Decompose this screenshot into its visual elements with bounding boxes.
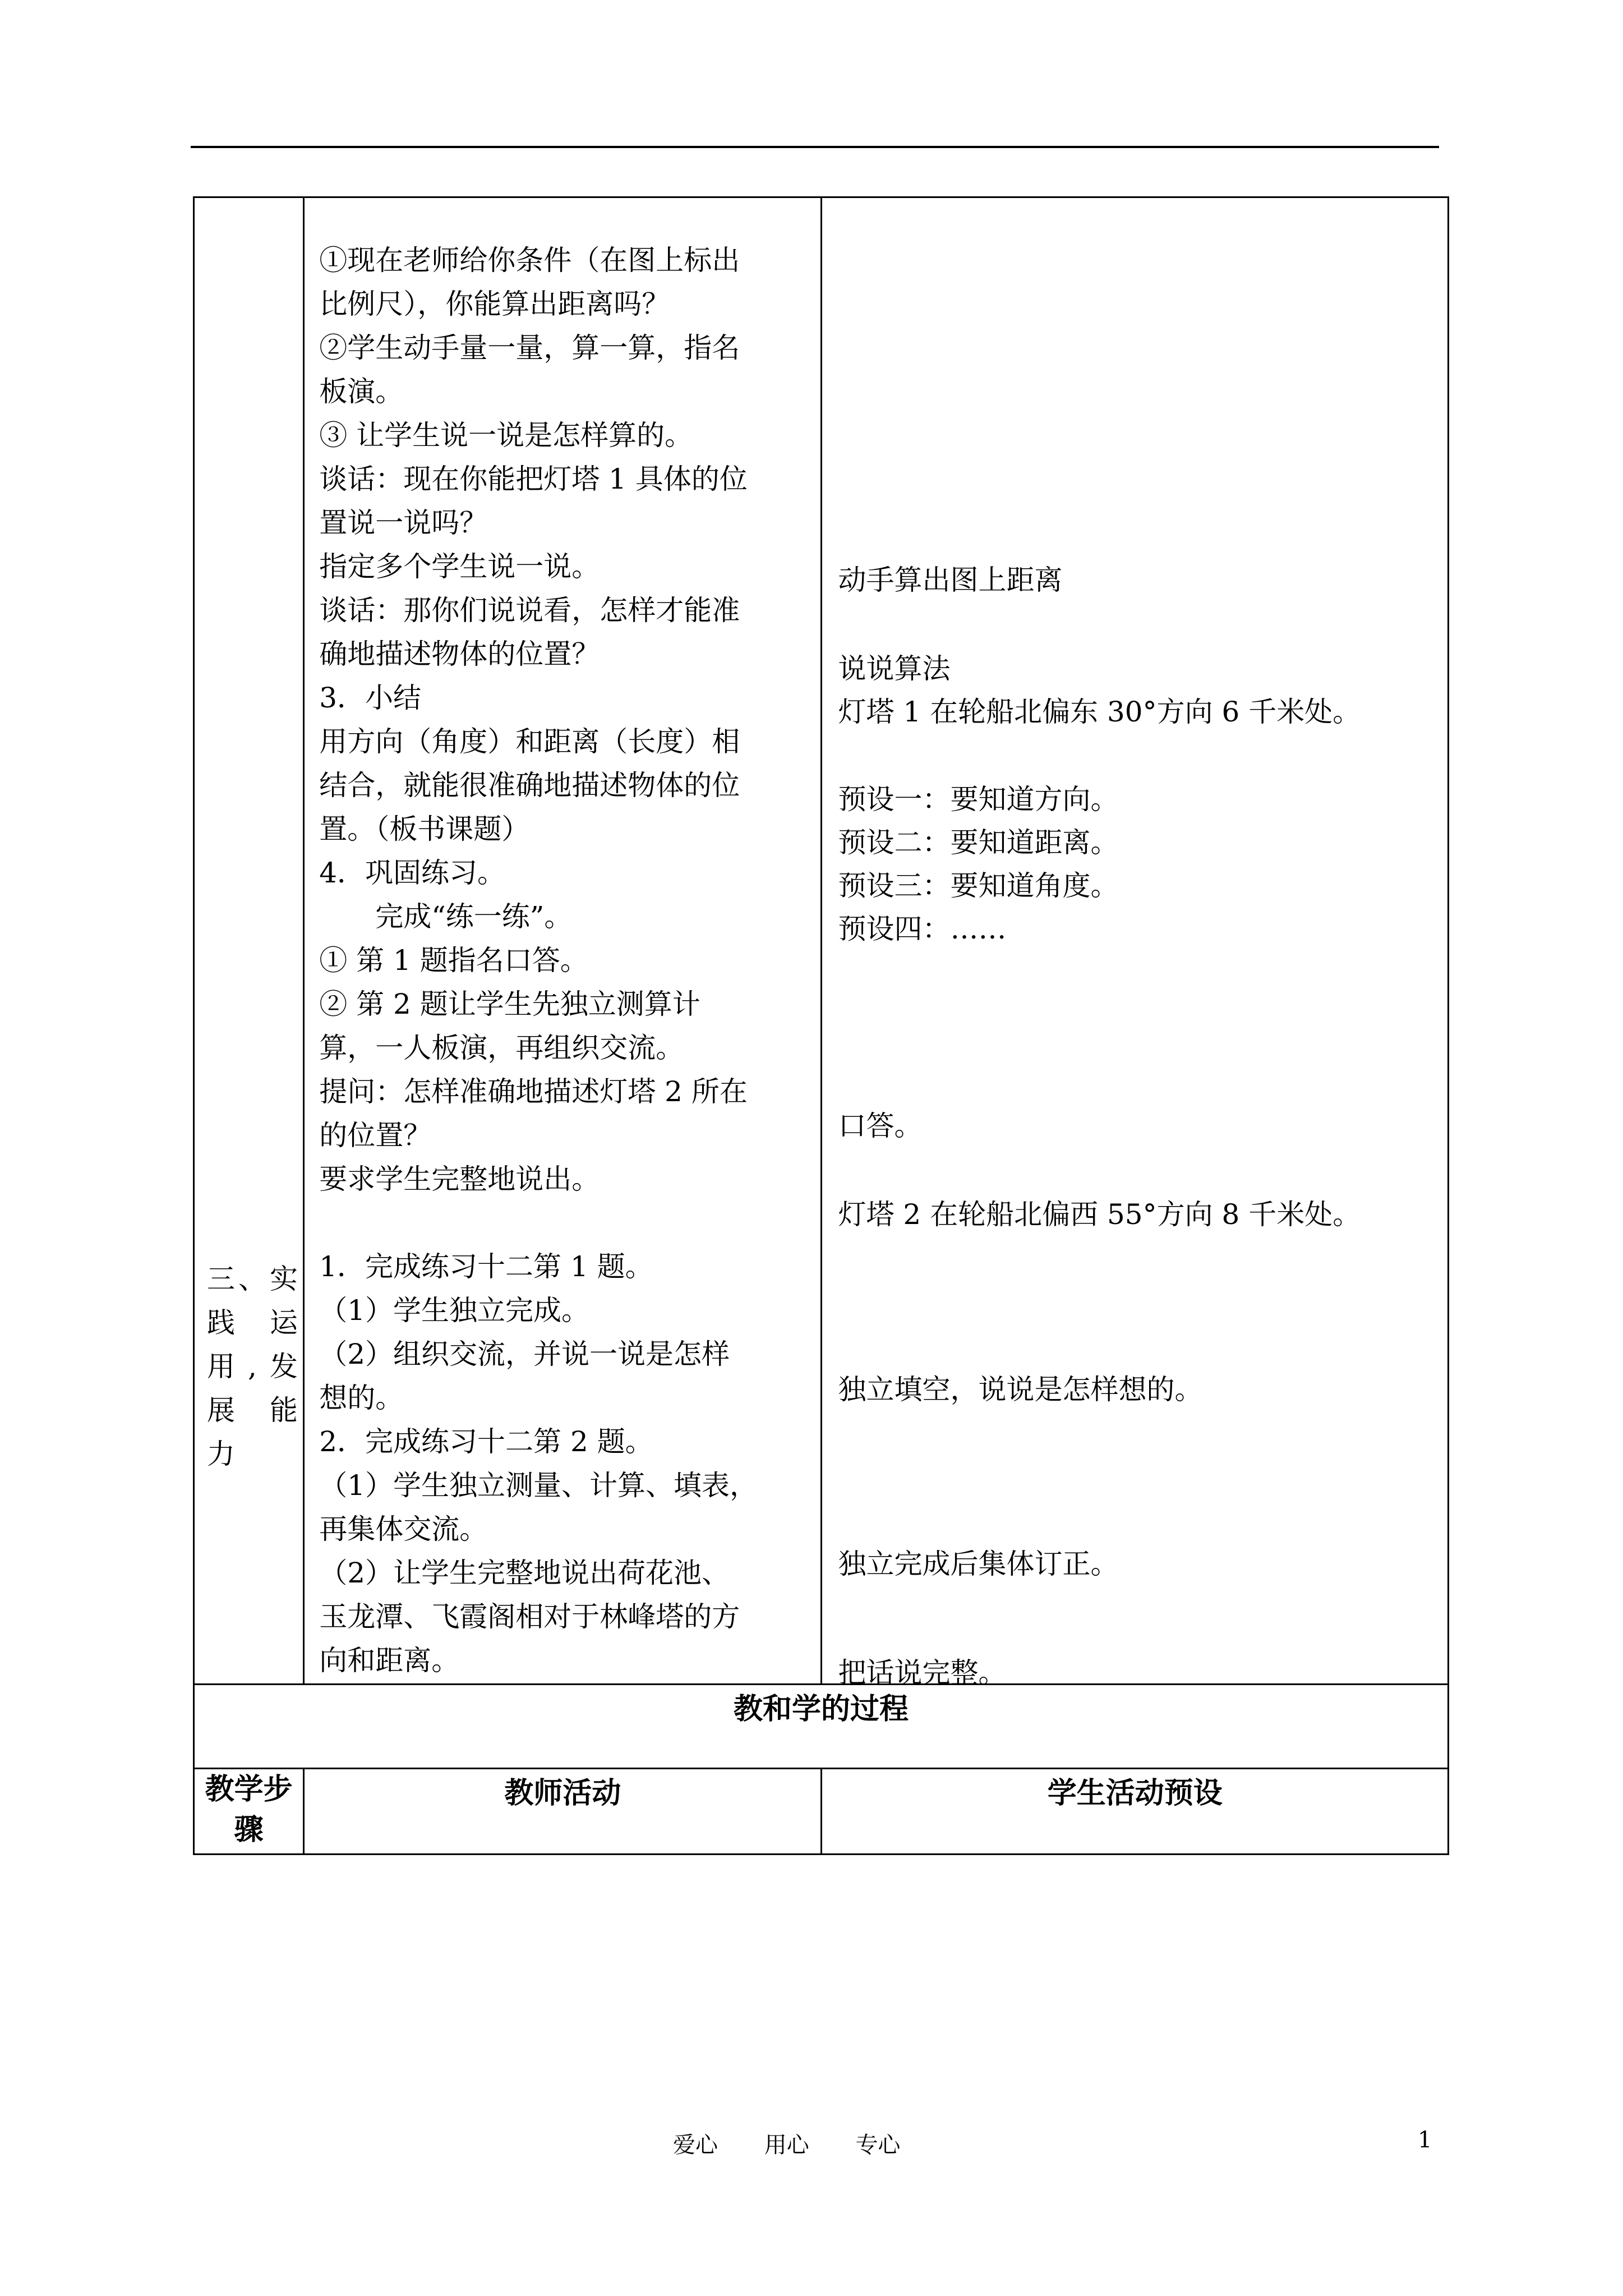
student-line: 动手算出图上距离	[838, 564, 1063, 596]
teacher-line: 再集体交流。	[319, 1513, 488, 1545]
teacher-line: 向和距离。	[319, 1644, 460, 1677]
student-line: 预设二：要知道距离。	[838, 826, 1119, 859]
teacher-line: 要求学生完整地说出。	[319, 1163, 600, 1195]
teacher-line: 指定多个学生说一说。	[319, 550, 600, 583]
student-line: 灯塔 1 在轮船北偏东 30°方向 6 千米处。	[838, 696, 1361, 728]
teacher-line: 置。（板书课题）	[319, 813, 530, 845]
teacher-line: 板演。	[319, 375, 404, 408]
teacher-line: ③ 让学生说一说是怎样算的。	[319, 419, 693, 452]
header-step: 教学步骤	[194, 1769, 304, 1855]
teacher-line: （2）让学生完整地说出荷花池、	[319, 1557, 730, 1589]
student-line: 预设一：要知道方向。	[838, 783, 1119, 816]
teacher-lines	[319, 238, 807, 1682]
teacher-line: 的位置？	[319, 1119, 432, 1152]
student-line: 预设三：要知道角度。	[838, 869, 1119, 902]
teacher-line: 完成“练一练”。	[319, 900, 573, 933]
student-line: 灯塔 2 在轮船北偏西 55°方向 8 千米处。	[838, 1198, 1361, 1231]
teacher-line: 想的。	[319, 1382, 404, 1414]
section-title: 教和学的过程	[194, 1685, 1449, 1769]
teacher-line: 算，一人板演，再组织交流。	[319, 1032, 684, 1064]
teacher-line: 谈话：现在你能把灯塔 1 具体的位	[319, 463, 748, 495]
footer-item: 用心	[764, 2132, 809, 2158]
student-activity-cell	[822, 197, 1449, 1689]
step-label: 三、实践 运用,发展 能力	[207, 1263, 298, 1470]
teacher-line: 3．小结	[319, 682, 422, 714]
student-line: 独立填空，说说是怎样想的。	[838, 1373, 1203, 1406]
header-teacher: 教师活动	[304, 1769, 822, 1855]
teacher-line: ②学生动手量一量，算一算，指名	[319, 332, 740, 364]
teacher-line: （1）学生独立完成。	[319, 1294, 590, 1327]
teacher-line: 用方向（角度）和距离（长度）相	[319, 725, 740, 758]
section-title-row	[194, 1685, 1449, 1769]
header-rule	[191, 146, 1439, 148]
page-number: 1	[1418, 2127, 1432, 2153]
teacher-line: 1．完成练习十二第 1 题。	[319, 1250, 653, 1283]
teacher-line: 2．完成练习十二第 2 题。	[319, 1425, 653, 1458]
footer	[673, 2127, 939, 2159]
teacher-line: 4．巩固练习。	[319, 857, 506, 889]
teacher-line: 谈话：那你们说说看，怎样才能准	[319, 594, 740, 627]
teacher-line: 置说一说吗？	[319, 507, 488, 539]
blank-line	[319, 1201, 807, 1245]
column-header-row	[194, 1769, 1449, 1855]
teacher-line: 提问：怎样准确地描述灯塔 2 所在	[319, 1075, 748, 1108]
teacher-line: 玉龙潭、飞霞阁相对于林峰塔的方	[319, 1600, 740, 1633]
teacher-line: 结合，就能很准确地描述物体的位	[319, 769, 740, 802]
teacher-line: ② 第 2 题让学生先独立测算计	[319, 988, 700, 1020]
footer-item: 爱心	[673, 2132, 718, 2158]
student-line: 说说算法	[838, 652, 951, 685]
teacher-line: ①现在老师给你条件（在图上标出	[319, 244, 740, 277]
student-line: 口答。	[838, 1110, 923, 1142]
teacher-line: 确地描述物体的位置？	[319, 638, 600, 670]
student-line: 把话说完整。	[838, 1657, 1007, 1689]
teacher-line: ① 第 1 题指名口答。	[319, 944, 588, 977]
teacher-line: 比例尺），你能算出距离吗？	[319, 288, 670, 320]
step-cell	[194, 197, 304, 1685]
header-student: 学生活动预设	[822, 1769, 1449, 1855]
student-line: 预设四：……	[838, 913, 1007, 945]
teacher-activity-cell	[304, 197, 822, 1685]
lesson-plan-table	[193, 196, 1449, 1855]
teacher-line: （1）学生独立测量、计算、填表，	[319, 1469, 758, 1502]
lesson-row	[194, 197, 1449, 1685]
student-line: 独立完成后集体订正。	[838, 1548, 1119, 1580]
footer-item: 专心	[855, 2132, 901, 2158]
teacher-line: （2）组织交流，并说一说是怎样	[319, 1338, 730, 1370]
